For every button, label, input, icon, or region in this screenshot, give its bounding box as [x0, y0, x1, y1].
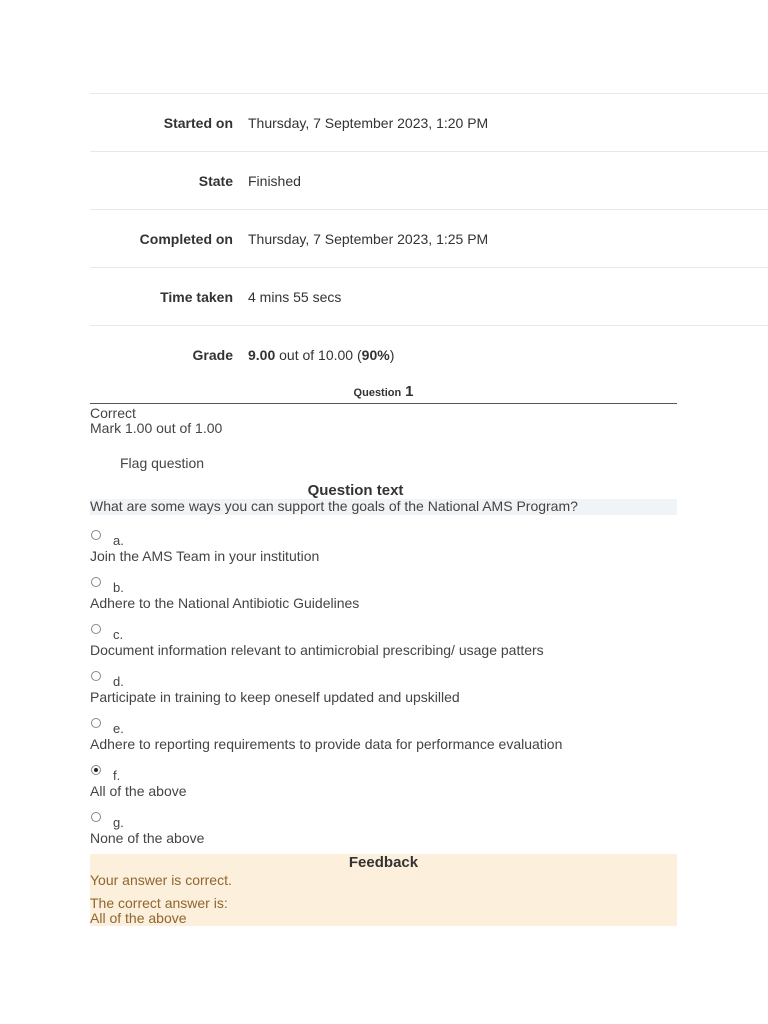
feedback-result: Your answer is correct.	[90, 872, 232, 888]
flag-question-link[interactable]: Flag question	[120, 455, 205, 471]
started-label: Started on	[163, 115, 233, 131]
question-state: Correct	[90, 405, 136, 421]
answer-option-f[interactable]	[90, 765, 677, 799]
radio-button[interactable]	[91, 530, 101, 540]
state-value: Finished	[248, 173, 301, 189]
question-text-heading: Question text	[307, 482, 404, 499]
correct-answer-label: The correct answer is:	[90, 895, 228, 911]
radio-button[interactable]	[91, 577, 101, 587]
option-letter: b.	[113, 580, 124, 595]
answer-option-a[interactable]	[90, 530, 677, 564]
option-letter: f.	[113, 768, 121, 783]
time-taken-value: 4 mins 55 secs	[248, 289, 342, 305]
time-taken-label: Time taken	[160, 289, 233, 305]
option-label: Document information relevant to antimicrobial prescribing/ usage patters	[90, 642, 544, 658]
answer-option-e[interactable]	[90, 718, 677, 752]
option-label: All of the above	[90, 783, 187, 799]
grade-out-of: out of 10.00 (	[275, 347, 362, 363]
grade-label: Grade	[192, 347, 233, 363]
radio-button-selected[interactable]	[91, 765, 101, 775]
radio-button[interactable]	[91, 624, 101, 634]
answer-option-b[interactable]	[90, 577, 677, 611]
question-mark: Mark 1.00 out of 1.00	[90, 420, 223, 436]
grade-value	[248, 347, 394, 363]
grade-percent: 90%	[361, 347, 390, 363]
option-label: Adhere to reporting requirements to provide data for performance evaluation	[90, 736, 563, 752]
answer-option-g[interactable]	[90, 812, 677, 846]
completed-value: Thursday, 7 September 2023, 1:25 PM	[248, 231, 489, 247]
option-letter: c.	[113, 627, 124, 642]
grade-close: )	[389, 347, 395, 363]
option-label: Join the AMS Team in your institution	[90, 548, 320, 564]
option-letter: a.	[113, 533, 124, 548]
started-value: Thursday, 7 September 2023, 1:20 PM	[248, 115, 489, 131]
option-label: None of the above	[90, 830, 205, 846]
radio-button[interactable]	[91, 718, 101, 728]
option-letter: d.	[113, 674, 124, 689]
feedback-heading: Feedback	[90, 854, 677, 872]
question-word: Question	[353, 387, 402, 399]
grade-score: 9.00	[248, 347, 276, 363]
summary-row-grade	[90, 325, 768, 382]
completed-label: Completed on	[139, 231, 233, 247]
option-letter: g.	[113, 815, 124, 830]
summary-row-time	[90, 267, 768, 325]
answer-option-d[interactable]	[90, 671, 677, 705]
question-number: 1	[405, 383, 414, 400]
answer-option-c[interactable]	[90, 624, 677, 658]
summary-row-completed	[90, 209, 768, 267]
option-letter: e.	[113, 721, 124, 736]
feedback-panel	[90, 872, 677, 926]
radio-button[interactable]	[91, 812, 101, 822]
summary-row-started	[90, 93, 768, 151]
option-label: Participate in training to keep oneself updated and upskilled	[90, 689, 460, 705]
question-header	[90, 383, 677, 404]
radio-button[interactable]	[91, 671, 101, 681]
question-text: What are some ways you can support the goals of the National AMS Program?	[90, 499, 677, 515]
state-label: State	[198, 173, 233, 189]
summary-row-state	[90, 151, 768, 209]
option-label: Adhere to the National Antibiotic Guidelines	[90, 595, 360, 611]
correct-answer-value: All of the above	[90, 910, 187, 926]
attempt-summary-table	[90, 93, 768, 382]
